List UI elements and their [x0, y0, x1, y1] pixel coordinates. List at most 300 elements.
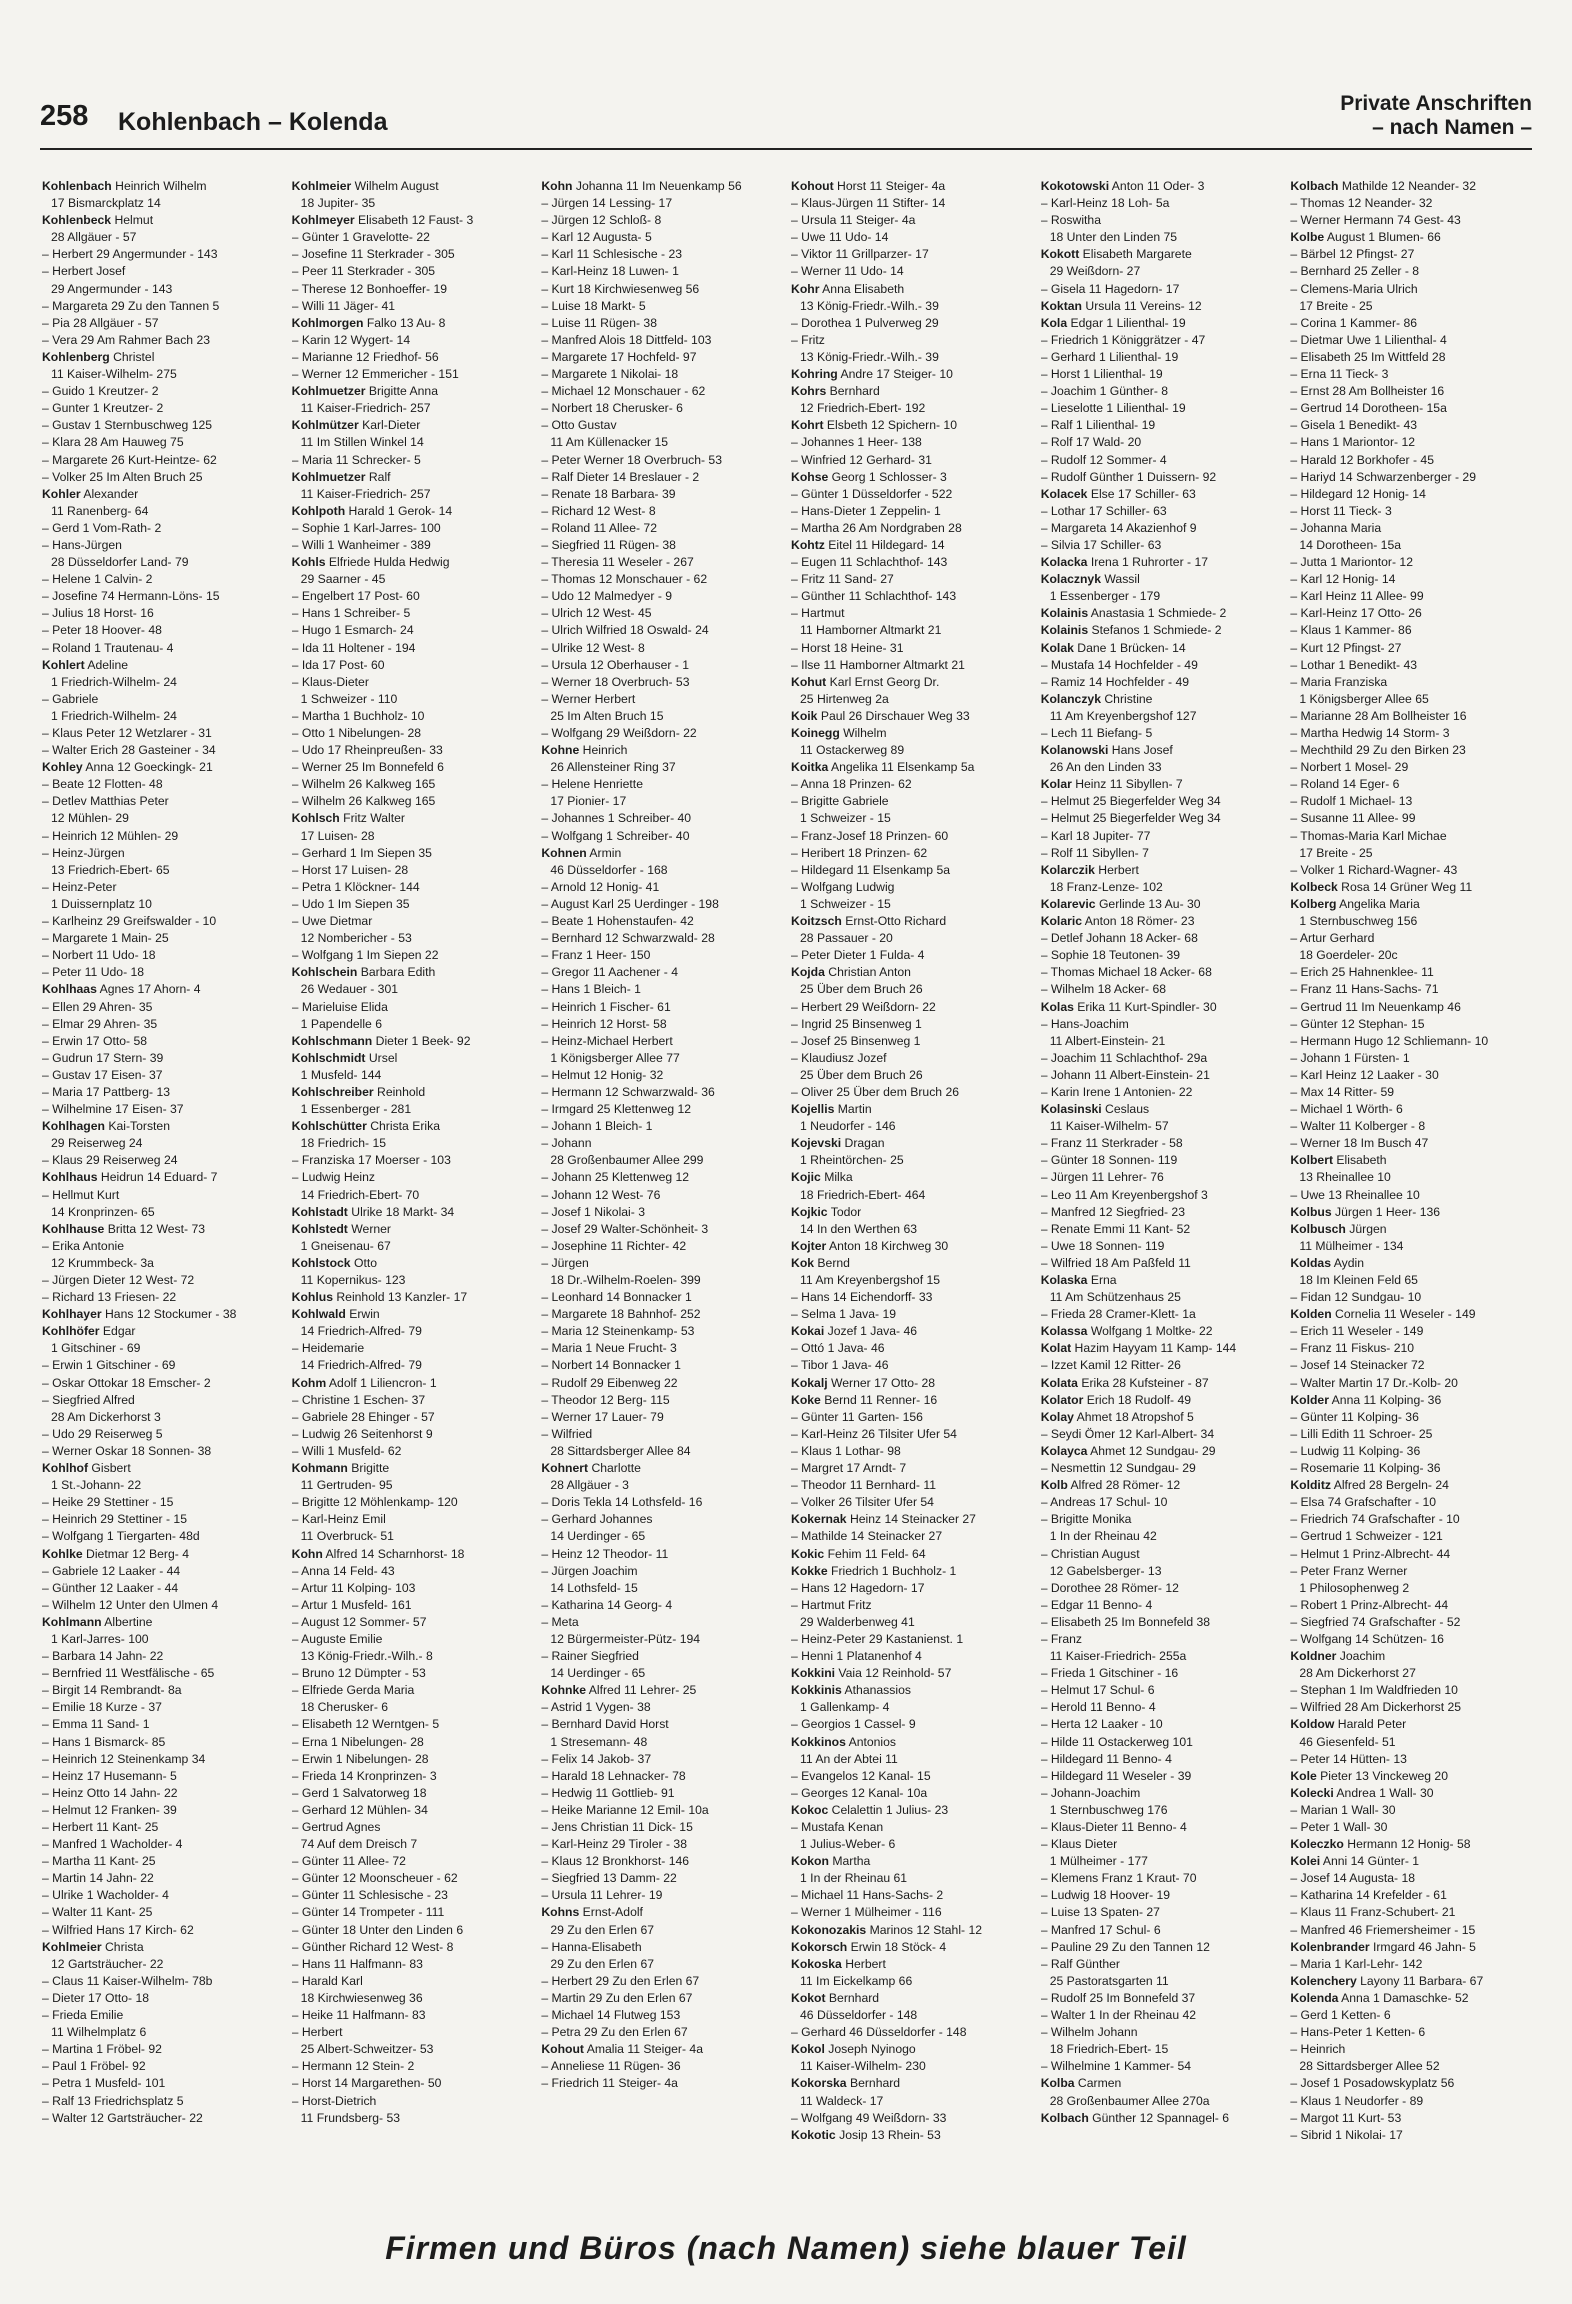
listing-entry: – Mathilde 14 Steinacker 27 — [791, 1529, 943, 1544]
surname: Kokernak — [791, 1512, 847, 1527]
surname: Kokke — [791, 1563, 828, 1578]
listing-entry: – Andreas 17 Schul- 10 — [1040, 1495, 1168, 1510]
listing-entry: – Wolfgang Ludwig — [791, 879, 895, 894]
surname: Kokai — [791, 1324, 825, 1339]
surname-entry — [1041, 1392, 1281, 1409]
listing-entry: – August Karl 25 Uerdinger - 198 — [541, 896, 719, 911]
address-continuation: 26 An den Linden 33 — [1049, 760, 1162, 775]
listing-entry: – Frieda 14 Kronprinzen- 3 — [291, 1768, 437, 1783]
entry-detail: Ahmet 18 Atropshof 5 — [1073, 1409, 1194, 1424]
listing-entry: – Johann 12 West- 76 — [541, 1187, 661, 1202]
address-continuation: 1 Gneisenau- 67 — [300, 1238, 391, 1253]
listing-entry: – Jürgen 14 Lessing- 17 — [541, 196, 673, 211]
surname-entry — [791, 725, 1031, 742]
entry-detail: Barbara Edith — [357, 965, 436, 980]
address-continuation: 1 Papendelle 6 — [300, 1016, 382, 1031]
surname-entry — [541, 742, 781, 759]
surname-entry — [791, 281, 1031, 298]
listing-entry: – Martha 11 Kant- 25 — [42, 1854, 156, 1869]
surname: Kohlhaus — [42, 1170, 98, 1185]
entry-detail: Johanna 11 Im Neuenkamp 56 — [572, 179, 742, 193]
listing-entry: – Gregor 11 Aachener - 4 — [541, 965, 678, 980]
listing-entry: – Robert 1 Prinz-Albrecht- 44 — [1290, 1597, 1449, 1612]
entry-detail: Alfred 28 Bergeln- 24 — [1330, 1478, 1449, 1493]
surname: Kohlschütter — [291, 1119, 367, 1134]
listing-entry: – Günther 11 Schlachthof- 143 — [791, 589, 957, 604]
listing-entry: – Margarete 1 Nikolai- 18 — [541, 367, 679, 382]
surname-entry — [1290, 1990, 1530, 2007]
listing-entry: – Karl-Heinz 18 Luwen- 1 — [541, 264, 679, 279]
listing-entry: – Manfred Alois 18 Dittfeld- 103 — [541, 332, 712, 347]
address-continuation: 18 Goerdeler- 20c — [1299, 948, 1398, 963]
listing-entry: – Hans-Joachim — [1040, 1016, 1129, 1031]
listing-entry: – Joachim 1 Günther- 8 — [1040, 384, 1169, 399]
listing-entry: – Heinz-Peter — [42, 879, 117, 894]
address-continuation: 12 Friedrich-Ebert- 192 — [800, 401, 926, 416]
listing-entry: – Luise 11 Rügen- 38 — [541, 315, 657, 330]
surname-entry — [1041, 486, 1281, 503]
address-continuation: 1 Julius-Weber- 6 — [800, 1837, 896, 1852]
entry-detail: Irena 1 Ruhrorter - 17 — [1087, 555, 1209, 570]
listing-entry: – Werner 17 Lauer- 79 — [541, 1409, 664, 1424]
listing-entry: – Heinz-Jürgen — [42, 845, 125, 860]
surname: Kokorsch — [791, 1939, 848, 1954]
listing-entry: – Horst 11 Tieck- 3 — [1290, 503, 1392, 518]
listing-entry: – Siegfried 11 Rügen- 38 — [541, 537, 676, 552]
surname: Koldner — [1290, 1649, 1337, 1664]
listing-entry: – Manfred 17 Schul- 6 — [1040, 1922, 1161, 1937]
listing-entry: – Anna 18 Prinzen- 62 — [791, 777, 912, 792]
address-continuation: 13 Friedrich-Ebert- 65 — [51, 862, 170, 877]
listing-entry: – Hellmut Kurt — [42, 1187, 120, 1202]
listing-entry: – Martha Hedwig 14 Storm- 3 — [1290, 726, 1450, 740]
surname: Kolecki — [1290, 1785, 1334, 1800]
listing-entry: – Silvia 17 Schiller- 63 — [1040, 537, 1162, 552]
entry-detail: Dragan — [841, 1136, 885, 1151]
listing-entry: – Elisabeth 12 Werntgen- 5 — [291, 1717, 440, 1732]
address-continuation: 14 Uerdinger - 65 — [550, 1666, 646, 1681]
listing-entry: – Frieda 1 Gitschiner - 16 — [1040, 1666, 1179, 1681]
surname-entry — [1041, 1477, 1281, 1494]
address-continuation: 25 Hirtenweg 2a — [800, 691, 889, 706]
address-continuation: 1 Friedrich-Wilhelm- 24 — [51, 708, 177, 723]
surname: Kolbeck — [1290, 879, 1338, 894]
listing-entry: – Rolf 17 Wald- 20 — [1040, 435, 1142, 450]
surname: Kohlmeier — [42, 1939, 102, 1954]
surname-entry — [292, 503, 532, 520]
surname: Kolbus — [1290, 1204, 1332, 1219]
surname-entry — [791, 964, 1031, 981]
surname: Kolditz — [1290, 1478, 1331, 1493]
surname: Kohout — [791, 179, 834, 193]
listing-entry: – Anneliese 11 Rügen- 36 — [541, 2059, 681, 2074]
listing-entry: – Werner 18 Im Busch 47 — [1290, 1136, 1429, 1151]
surname: Kohlstedt — [291, 1221, 348, 1236]
listing-entry: – Wilfried 18 Am Paßfeld 11 — [1040, 1255, 1191, 1270]
listing-entry: – Uwe 11 Udo- 14 — [791, 230, 889, 245]
listing-entry: – Hermann 12 Stein- 2 — [291, 2059, 415, 2074]
address-continuation: 25 Über dem Bruch 26 — [800, 1067, 923, 1082]
entry-detail: Helmut — [111, 213, 154, 228]
address-continuation: 11 Overbruck- 51 — [300, 1529, 394, 1544]
entry-detail: Alfred 11 Lehrer- 25 — [586, 1683, 697, 1698]
listing-entry: – Margarete 17 Hochfeld- 97 — [541, 349, 697, 364]
address-continuation: 18 Friedrich- 15 — [300, 1136, 387, 1151]
listing-entry: – Julius 18 Horst- 16 — [42, 606, 154, 621]
listing-entry: – Hildegard 11 Elsenkamp 5a — [791, 862, 950, 877]
listing-entry: – Fritz 11 Sand- 27 — [791, 572, 894, 587]
entry-detail: Jürgen 1 Heer- 136 — [1331, 1204, 1441, 1219]
listing-entry: – Rudolf 1 Michael- 13 — [1290, 794, 1413, 809]
entry-detail: Erwin — [345, 1307, 380, 1322]
listing-entry: – Michael 12 Monschauer - 62 — [541, 384, 706, 399]
listing-entry: – Josephine 11 Richter- 42 — [541, 1238, 687, 1253]
listing-entry: – Josef 14 Augusta- 18 — [1290, 1871, 1416, 1886]
surname: Kohlhagen — [42, 1119, 105, 1134]
entry-detail: Rosa 14 Grüner Weg 11 — [1337, 879, 1473, 894]
surname-entry — [1290, 1768, 1530, 1785]
surname: Kolainis — [1040, 606, 1089, 621]
surname-entry — [791, 1734, 1031, 1751]
surname: Kojic — [791, 1170, 821, 1185]
listing-entry: – Jens Christian 11 Dick- 15 — [541, 1820, 693, 1834]
directory-column-2 — [292, 178, 532, 2208]
entry-detail: Cornelia 11 Weseler - 149 — [1331, 1307, 1476, 1322]
address-continuation: 14 Friedrich-Alfred- 79 — [300, 1358, 422, 1373]
listing-entry: – Günter 18 Unter den Linden 6 — [291, 1922, 464, 1937]
entry-detail: Fehim 11 Feld- 64 — [824, 1546, 926, 1561]
entry-detail: Falko 13 Au- 8 — [363, 315, 446, 330]
listing-entry: – Lothar 17 Schiller- 63 — [1040, 503, 1167, 518]
entry-detail: Edgar — [99, 1324, 136, 1339]
address-continuation: 29 Reiserweg 24 — [51, 1136, 143, 1151]
surname: Kohlert — [42, 657, 85, 672]
listing-entry: – Rudolf 12 Sommer- 4 — [1040, 452, 1167, 467]
listing-entry: – Richard 12 West- 8 — [541, 503, 656, 518]
entry-detail: Andrea 1 Wall- 30 — [1333, 1785, 1434, 1800]
surname-entry — [791, 1135, 1031, 1152]
address-continuation: 25 Über dem Bruch 26 — [800, 982, 923, 997]
listing-entry: – Heinz 17 Husemann- 5 — [42, 1768, 177, 1783]
listing-entry: – Erna 11 Tieck- 3 — [1290, 367, 1389, 382]
surname: Kohtz — [791, 537, 825, 552]
listing-entry: – Günter 12 Stephan- 15 — [1290, 1016, 1425, 1031]
entry-detail: Marinos 12 Stahl- 12 — [866, 1922, 983, 1937]
surname: Kohnen — [541, 845, 587, 860]
listing-entry: – Ursula 11 Lehrer- 19 — [541, 1888, 663, 1903]
directory-column-5 — [1041, 178, 1281, 2208]
listing-entry: – Sibrid 1 Nikolai- 17 — [1290, 2127, 1403, 2142]
listing-entry: – Werner Herbert — [541, 691, 636, 706]
listing-entry: – Gisela 11 Hagedorn- 17 — [1040, 281, 1180, 296]
listing-entry: – Peter 14 Hütten- 13 — [1290, 1751, 1407, 1766]
entry-detail: Mathilde 12 Neander- 32 — [1338, 179, 1476, 193]
listing-entry: – Werner 12 Emmericher - 151 — [291, 367, 459, 382]
surname-entry — [1041, 742, 1281, 759]
surname: Koktan — [1040, 298, 1082, 313]
entry-detail: Ahmet 12 Sundgau- 29 — [1087, 1443, 1216, 1458]
listing-entry: – Thomas-Maria Karl Michae — [1290, 828, 1447, 843]
listing-entry: – Josef 25 Binsenweg 1 — [791, 1033, 921, 1048]
listing-entry: – Martina 1 Fröbel- 92 — [42, 2042, 162, 2057]
listing-entry: – Izzet Kamil 12 Ritter- 26 — [1040, 1358, 1181, 1373]
address-continuation: 25 Pastoratsgarten 11 — [1049, 1973, 1169, 1988]
listing-entry: – Uwe 18 Sonnen- 119 — [1040, 1238, 1165, 1253]
surname-entry — [292, 469, 532, 486]
listing-entry: – Martin 29 Zu den Erlen 67 — [541, 1990, 693, 2005]
surname-entry — [292, 212, 532, 229]
surname: Kohlschein — [291, 965, 358, 980]
surname: Kokoska — [791, 1956, 842, 1971]
listing-entry: – Harald 12 Borkhofer - 45 — [1290, 452, 1434, 467]
surname: Kolbusch — [1290, 1221, 1346, 1236]
address-continuation: 11 Albert-Einstein- 21 — [1049, 1033, 1166, 1048]
listing-entry: – Harald 18 Lehnacker- 78 — [541, 1768, 686, 1783]
entry-detail: Wassil — [1100, 572, 1140, 587]
listing-entry: – Sophie 1 Karl-Jarres- 100 — [291, 520, 441, 535]
listing-entry: – Therese 12 Bonhoeffer- 19 — [291, 281, 448, 296]
surname: Kolator — [1040, 1392, 1084, 1407]
surname-entry — [1041, 862, 1281, 879]
entry-detail: Erna — [1087, 1273, 1117, 1287]
surname: Kolacka — [1040, 555, 1088, 570]
listing-entry: – Ulrike 12 West- 8 — [541, 640, 645, 655]
entry-detail: Alfred 14 Scharnhorst- 18 — [322, 1546, 465, 1561]
surname-entry — [1290, 229, 1530, 246]
entry-detail: Anastasia 1 Schmiede- 2 — [1088, 606, 1227, 621]
surname-entry — [1290, 1939, 1530, 1956]
listing-entry: – Johann 1 Fürsten- 1 — [1290, 1050, 1410, 1065]
address-continuation: 11 Am Schützenhaus 25 — [1049, 1290, 1181, 1305]
directory-column-3 — [541, 178, 781, 2208]
directory-column-1 — [42, 178, 282, 2208]
listing-entry: – Günter 1 Gravelotte- 22 — [291, 230, 430, 245]
listing-entry: – Volker 1 Richard-Wagner- 43 — [1290, 862, 1458, 877]
surname-entry — [541, 1904, 781, 1921]
listing-entry: – Klaus 11 Franz-Schubert- 21 — [1290, 1905, 1456, 1920]
surname: Kokotic — [791, 2127, 836, 2142]
listing-entry: – Johannes 1 Heer- 138 — [791, 435, 922, 450]
address-continuation: 17 Breite - 25 — [1299, 298, 1373, 313]
surname-entry — [42, 212, 282, 229]
listing-entry: – Walter 12 Gartsträucher- 22 — [42, 2110, 203, 2125]
listing-entry: – Leo 11 Am Kreyenbergshof 3 — [1040, 1187, 1208, 1202]
surname-entry — [541, 1682, 781, 1699]
listing-entry: – Klaus 1 Neudorfer - 89 — [1290, 2093, 1424, 2108]
surname-entry — [791, 366, 1031, 383]
listing-entry: – Norbert 14 Bonnacker 1 — [541, 1358, 681, 1373]
entry-detail: Dietmar 12 Berg- 4 — [82, 1546, 189, 1561]
surname: Koldow — [1290, 1717, 1335, 1732]
address-continuation: 11 Ranenberg- 64 — [51, 503, 149, 518]
entry-detail: Elisabeth 12 Faust- 3 — [354, 213, 474, 228]
surname: Kohn — [541, 179, 573, 193]
entry-detail: Heinrich Wilhelm — [111, 179, 207, 193]
entry-detail: Celalettin 1 Julius- 23 — [828, 1802, 949, 1817]
entry-detail: Adeline — [84, 657, 129, 672]
entry-detail: Alexander — [80, 486, 139, 501]
listing-entry: – Ursula 12 Oberhauser - 1 — [541, 657, 690, 672]
listing-entry: – Bernhard David Horst — [541, 1717, 669, 1732]
listing-entry: – Margarete 26 Kurt-Heintze- 62 — [42, 452, 217, 467]
listing-entry: – Johann — [541, 1136, 592, 1151]
listing-entry: – Helmut 12 Franken- 39 — [42, 1802, 177, 1817]
listing-entry: – Helmut 17 Schul- 6 — [1040, 1683, 1155, 1698]
entry-detail: Erich 18 Rudolf- 49 — [1083, 1392, 1192, 1407]
entry-detail: Bernd 11 Renner- 16 — [820, 1392, 938, 1407]
entry-detail: Anna 11 Kolping- 36 — [1328, 1392, 1442, 1407]
listing-entry: – Frieda Emilie — [42, 2008, 124, 2023]
surname-entry — [791, 2041, 1031, 2058]
surname-entry — [292, 1375, 532, 1392]
listing-entry: – Jürgen 11 Lehrer- 76 — [1040, 1170, 1164, 1185]
listing-entry: – Lieselotte 1 Lilienthal- 19 — [1040, 401, 1186, 416]
entry-detail: Erika 11 Kurt-Spindler- 30 — [1073, 999, 1217, 1014]
listing-entry: – Norbert 18 Cherusker- 6 — [541, 401, 683, 416]
listing-entry: – Herbert Josef — [42, 264, 126, 279]
surname: Kolas — [1040, 999, 1074, 1014]
entry-detail: Wolfgang 1 Moltke- 22 — [1087, 1324, 1213, 1339]
address-continuation: 12 Nombericher - 53 — [300, 931, 412, 946]
entry-detail: Brigitte Anna — [365, 384, 438, 399]
entry-detail: Elfriede Hulda Hedwig — [325, 555, 450, 570]
surname-entry — [292, 1289, 532, 1306]
address-continuation: 1 Rheintörchen- 25 — [800, 1153, 904, 1168]
address-continuation: 18 Im Kleinen Feld 65 — [1299, 1273, 1418, 1287]
surname-entry — [791, 469, 1031, 486]
listing-entry: – Manfred 12 Siegfried- 23 — [1040, 1204, 1185, 1219]
listing-entry: – Artur Gerhard — [1290, 931, 1375, 946]
listing-entry: – Erna 1 Nibelungen- 28 — [291, 1734, 424, 1749]
listing-entry: – Jutta 1 Mariontor- 12 — [1290, 555, 1413, 570]
listing-entry: – Johann 25 Klettenweg 12 — [541, 1170, 690, 1185]
listing-entry: – Maria 1 Neue Frucht- 3 — [541, 1341, 677, 1356]
address-continuation: 18 Unter den Linden 75 — [1049, 230, 1178, 245]
entry-detail: Reinhold — [373, 1084, 426, 1099]
entry-detail: Hans Josef — [1108, 743, 1173, 758]
listing-entry: – Dorothee 28 Römer- 12 — [1040, 1580, 1179, 1595]
surname-entry — [1290, 896, 1530, 913]
listing-entry: – Johann 1 Bleich- 1 — [541, 1119, 653, 1134]
surname: Kolbach — [1290, 179, 1339, 193]
listing-entry: – Karl 12 Honig- 14 — [1290, 572, 1396, 587]
listing-entry: – Werner 25 Im Bonnefeld 6 — [291, 760, 444, 775]
listing-entry: – Clemens-Maria Ulrich — [1290, 281, 1418, 296]
entry-detail: Herbert — [1094, 862, 1139, 877]
surname-entry — [791, 537, 1031, 554]
listing-entry: – Beate 12 Flotten- 48 — [42, 777, 163, 792]
surname-entry — [292, 315, 532, 332]
listing-entry: – Werner 11 Udo- 14 — [791, 264, 904, 279]
listing-entry: – Birgit 14 Rembrandt- 8a — [42, 1683, 182, 1698]
address-continuation: 11 Kaiser-Friedrich- 255a — [1049, 1649, 1187, 1664]
listing-entry: – Rudolf Günther 1 Duissern- 92 — [1040, 469, 1217, 484]
entry-detail: Erwin 18 Stöck- 4 — [847, 1939, 947, 1954]
address-continuation: 29 Walderbenweg 41 — [800, 1614, 915, 1629]
listing-entry: – Pauline 29 Zu den Tannen 12 — [1040, 1939, 1210, 1954]
listing-entry: – Harald Karl — [291, 1973, 363, 1988]
listing-entry: – Theodor 11 Bernhard- 11 — [791, 1478, 937, 1493]
listing-entry: – Wolfgang 29 Weißdorn- 22 — [541, 726, 697, 740]
surname-entry — [1041, 1323, 1281, 1340]
surname-entry — [42, 349, 282, 366]
entry-detail: Harald 1 Gerok- 14 — [345, 503, 453, 518]
surname-entry — [791, 1204, 1031, 1221]
listing-entry: – Theresia 11 Weseler - 267 — [541, 555, 694, 570]
listing-entry: – Leonhard 14 Bonnacker 1 — [541, 1290, 692, 1305]
listing-entry: – Astrid 1 Vygen- 38 — [541, 1700, 651, 1715]
listing-entry: – Hans 14 Eichendorff- 33 — [791, 1290, 933, 1305]
surname-entry — [1290, 1716, 1530, 1733]
address-continuation: 1 Schweizer - 15 — [800, 896, 891, 911]
surname: Kohlmuetzer — [291, 384, 366, 399]
surname-entry — [791, 2127, 1031, 2144]
entry-detail: Pieter 13 Vinckeweg 20 — [1316, 1768, 1448, 1783]
listing-entry: – Martha 1 Buchholz- 10 — [291, 708, 425, 723]
surname-entry — [1041, 1375, 1281, 1392]
surname-entry — [1041, 2075, 1281, 2092]
listing-entry: – Katharina 14 Krefelder - 61 — [1290, 1888, 1447, 1903]
entry-detail: Elsbeth 12 Spichern- 10 — [823, 418, 957, 433]
listing-entry: – Eugen 11 Schlachthof- 143 — [791, 555, 948, 570]
address-continuation: 12 Bürgermeister-Pütz- 194 — [550, 1631, 701, 1646]
listing-entry: – Kurt 18 Kirchwiesenweg 56 — [541, 281, 700, 296]
surname: Kokorska — [791, 2076, 847, 2091]
address-continuation: 11 Hamborner Altmarkt 21 — [800, 623, 942, 638]
listing-entry: – Karin Irene 1 Antonien- 22 — [1040, 1084, 1193, 1099]
surname: Kohlhof — [42, 1461, 89, 1476]
listing-entry: – Lothar 1 Benedikt- 43 — [1290, 657, 1418, 672]
listing-entry: – Gisela 1 Benedikt- 43 — [1290, 418, 1418, 433]
address-continuation: 13 Rheinallee 10 — [1299, 1170, 1391, 1185]
listing-entry: – Elisabeth 25 Im Bonnefeld 38 — [1040, 1614, 1211, 1629]
surname: Kokkinis — [791, 1683, 842, 1698]
listing-entry: – Doris Tekla 14 Lothsfeld- 16 — [541, 1495, 703, 1510]
listing-entry: – Thomas 12 Neander- 32 — [1290, 196, 1433, 211]
listing-entry: – Gerhard 46 Düsseldorfer - 148 — [791, 2025, 967, 2040]
listing-entry: – Maria 1 Karl-Lehr- 142 — [1290, 1956, 1423, 1971]
surname-entry — [42, 759, 282, 776]
surname: Kokoc — [791, 1802, 829, 1817]
surname: Kolder — [1290, 1392, 1329, 1407]
address-continuation: 25 Im Alten Bruch 15 — [550, 708, 664, 723]
surname: Kolenbrander — [1290, 1939, 1370, 1954]
surname: Kolenda — [1290, 1990, 1339, 2005]
surname-entry — [791, 417, 1031, 434]
listing-entry: – Artur 11 Kolping- 103 — [291, 1580, 416, 1595]
surname: Kolarczik — [1040, 862, 1095, 877]
surname-entry — [1290, 1255, 1530, 1272]
surname-entry — [791, 759, 1031, 776]
listing-entry: – Emilie 18 Kurze - 37 — [42, 1700, 162, 1715]
entry-detail: Paul 26 Dirschauer Weg 33 — [817, 708, 970, 723]
section-title-line1: Private Anschriften — [1340, 92, 1532, 115]
listing-entry: – Gerd 1 Ketten- 6 — [1290, 2008, 1391, 2023]
address-continuation: 12 Gartsträucher- 22 — [51, 1956, 164, 1971]
entry-detail: Carmen — [1074, 2076, 1122, 2091]
address-continuation: 28 Düsseldorfer Land- 79 — [51, 555, 189, 570]
listing-entry: – Karl 11 Schlesische - 23 — [541, 247, 683, 262]
entry-detail: Martha — [828, 1854, 871, 1869]
listing-entry: – Ulrich Wilfried 18 Oswald- 24 — [541, 623, 709, 638]
listing-entry: – Manfred 46 Friemersheimer - 15 — [1290, 1922, 1476, 1937]
surname-entry — [292, 1118, 532, 1135]
surname: Kojda — [791, 965, 825, 980]
address-continuation: 46 Düsseldorfer - 148 — [800, 2008, 918, 2023]
listing-entry: – Erwin 1 Nibelungen- 28 — [291, 1751, 429, 1766]
address-continuation: 11 Kaiser-Wilhelm- 275 — [51, 367, 177, 382]
surname: Kola — [1040, 315, 1068, 330]
